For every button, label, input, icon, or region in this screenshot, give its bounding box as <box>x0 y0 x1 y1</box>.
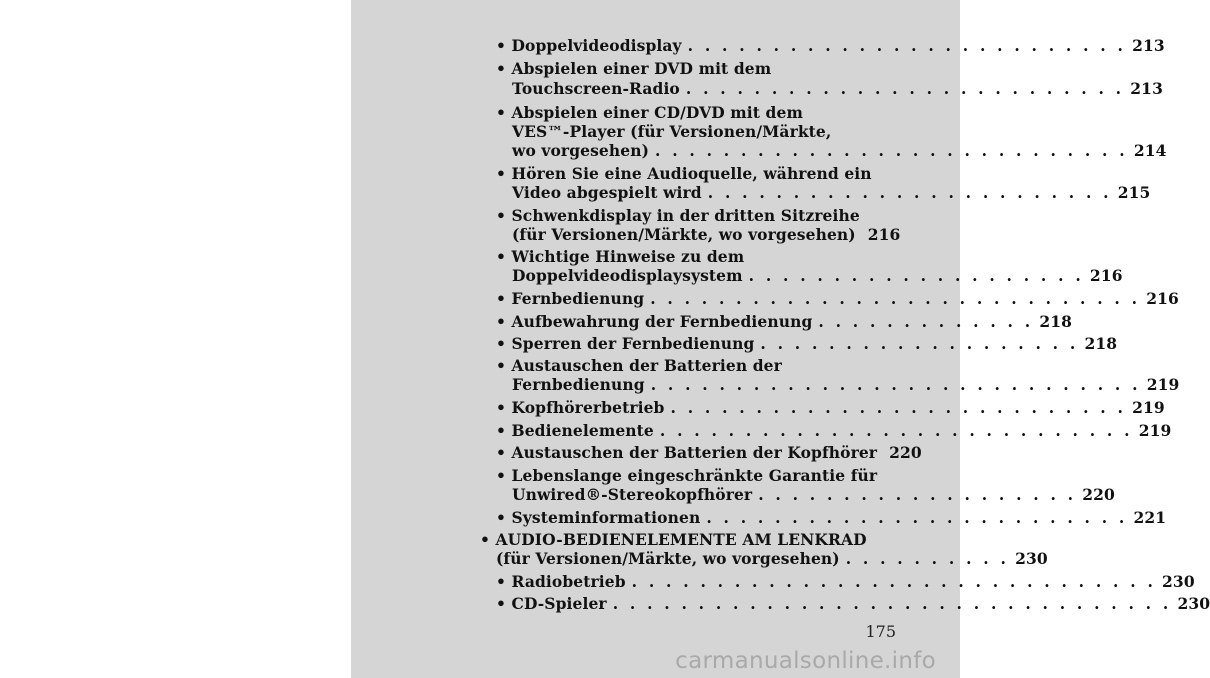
blank-left-page <box>0 0 351 678</box>
toc-leader-dots: . . . . . . . . . . . . . . . . . . . <box>760 334 1079 353</box>
toc-page-number: 219 <box>1138 421 1172 440</box>
toc-entry <box>496 443 922 465</box>
toc-section-text: • AUDIO-BEDIENELEMENTE AM LENKRAD <box>480 530 867 549</box>
watermark-text: carmanualsonline.info <box>675 648 936 674</box>
toc-entry-continuation <box>496 549 1048 571</box>
toc-page-number: 216 <box>1146 289 1179 308</box>
toc-entry-text: • Hören Sie eine Audioquelle, während ein <box>496 164 872 183</box>
toc-leader-dots: . . . . . . . . . . . . . . . . . . . . . . . . . . <box>685 79 1125 98</box>
toc-leader-dots: . . . . . . . . . . . . . . . . . . . . . . . . . . . . . . . <box>631 572 1157 591</box>
toc-page-number: 219 <box>1146 375 1180 394</box>
toc-entry-continuation <box>512 266 1123 288</box>
toc-leader-dots: . . . . . . . . . . <box>845 549 1010 568</box>
toc-entry-continuation <box>512 183 1151 205</box>
toc-entry-text: • Bedienelemente <box>496 421 654 440</box>
toc-page-number: 213 <box>1132 36 1165 55</box>
toc-page-number: 219 <box>1132 398 1165 417</box>
toc-leader-dots: . . . . . . . . . . . . . . . . . . . . . . . . . . . . . <box>650 375 1141 394</box>
toc-page-number: 213 <box>1130 79 1163 98</box>
toc-entry <box>496 508 1167 530</box>
toc-entry <box>496 36 1165 58</box>
toc-page-number: 220 <box>1082 485 1115 504</box>
toc-entry <box>496 334 1118 356</box>
toc-entry-text: • Wichtige Hinweise zu dem <box>496 247 745 266</box>
toc-leader-dots: . . . . . . . . . . . . . . . . . . . . . . . . . . . <box>670 398 1127 417</box>
toc-leader-dots: . . . . . . . . . . . . . . . . . . . . . . . . . . . . . <box>650 289 1141 308</box>
table-of-contents <box>351 0 1210 678</box>
toc-leader-dots: . . . . . . . . . . . . . . . . . . . . . . . . . . <box>687 36 1127 55</box>
toc-leader-dots: . . . . . . . . . . . . . . . . . . . <box>758 485 1077 504</box>
toc-entry-text: • Schwenkdisplay in der dritten Sitzreihe <box>496 206 860 225</box>
toc-entry-text: • Radiobetrieb <box>496 572 626 591</box>
toc-entry-text: Doppelvideodisplaysystem <box>512 266 743 285</box>
toc-page-number: 230 <box>1015 549 1048 568</box>
toc-entry-text: • CD-Spieler <box>496 594 607 613</box>
toc-leader-dots: . . . . . . . . . . . . . . . . . . . . . . . . . . . . . . . . . <box>612 594 1172 613</box>
toc-entry-text: • Austauschen der Batterien der Kopfhörer <box>496 443 878 462</box>
toc-entry-continuation <box>512 79 1163 101</box>
toc-entry-continuation <box>512 375 1180 397</box>
toc-entry-text: Unwired®-Stereokopfhörer <box>512 485 753 504</box>
toc-page-number: 221 <box>1133 508 1167 527</box>
toc-leader-dots: . . . . . . . . . . . . . . . . . . . . . . . . . . . . <box>655 141 1128 160</box>
page-number: 175 <box>865 622 896 641</box>
toc-entry-text: • Doppelvideodisplay <box>496 36 682 55</box>
toc-entry-continuation <box>512 485 1115 507</box>
toc-page-number: 230 <box>1177 594 1210 613</box>
toc-leader-dots: . . . . . . . . . . . . . <box>818 312 1034 331</box>
toc-entry-text: (für Versionen/Märkte, wo vorgesehen) <box>512 225 856 244</box>
toc-page-number: 216 <box>867 225 901 244</box>
toc-entry-text: (für Versionen/Märkte, wo vorgesehen) <box>496 549 840 568</box>
toc-entry-text: • Kopfhörerbetrieb <box>496 398 665 417</box>
toc-leader-dots: . . . . . . . . . . . . . . . . . . . . . . . . . . . . <box>659 421 1133 440</box>
toc-page-number: 230 <box>1162 572 1195 591</box>
toc-leader-dots: . . . . . . . . . . . . . . . . . . . . <box>748 266 1084 285</box>
toc-entry-text: • Abspielen einer DVD mit dem <box>496 59 772 78</box>
toc-entry-text: Touchscreen-Radio <box>512 79 680 98</box>
toc-entry-text: • Aufbewahrung der Fernbedienung <box>496 312 813 331</box>
toc-entry-text: • Austauschen der Batterien der <box>496 356 782 375</box>
toc-page-number: 218 <box>1084 334 1118 353</box>
toc-entry-continuation <box>512 141 1167 163</box>
toc-entry <box>496 398 1165 420</box>
toc-entry-text: • Sperren der Fernbedienung <box>496 334 755 353</box>
toc-entry-text: • Abspielen einer CD/DVD mit dem <box>496 103 803 122</box>
toc-entry-text: VES™-Player (für Versionen/Märkte, <box>512 122 832 141</box>
toc-leader-dots: . . . . . . . . . . . . . . . . . . . . . . . . <box>707 183 1112 202</box>
manual-page <box>351 0 1210 678</box>
toc-entry <box>496 59 897 81</box>
toc-entry <box>496 289 1179 311</box>
toc-entry-text: • Lebenslange eingeschränkte Garantie für <box>496 466 878 485</box>
toc-entry <box>496 572 1195 594</box>
toc-entry-text: wo vorgesehen) <box>512 141 650 160</box>
toc-entry <box>496 421 1172 443</box>
toc-page-number: 214 <box>1133 141 1167 160</box>
toc-entry-text: Video abgespielt wird <box>512 183 702 202</box>
toc-page-number: 218 <box>1039 312 1072 331</box>
toc-page-number: 216 <box>1089 266 1123 285</box>
toc-leader-dots: . . . . . . . . . . . . . . . . . . . . . . . . . <box>706 508 1128 527</box>
toc-entry-text: • Systeminformationen <box>496 508 701 527</box>
toc-entry <box>496 594 1210 616</box>
toc-entry <box>496 312 1072 334</box>
toc-entry-continuation <box>512 225 901 247</box>
toc-page-number: 220 <box>889 443 922 462</box>
toc-entry-text: Fernbedienung <box>512 375 645 394</box>
toc-entry-text: • Fernbedienung <box>496 289 645 308</box>
toc-page-number: 215 <box>1117 183 1151 202</box>
